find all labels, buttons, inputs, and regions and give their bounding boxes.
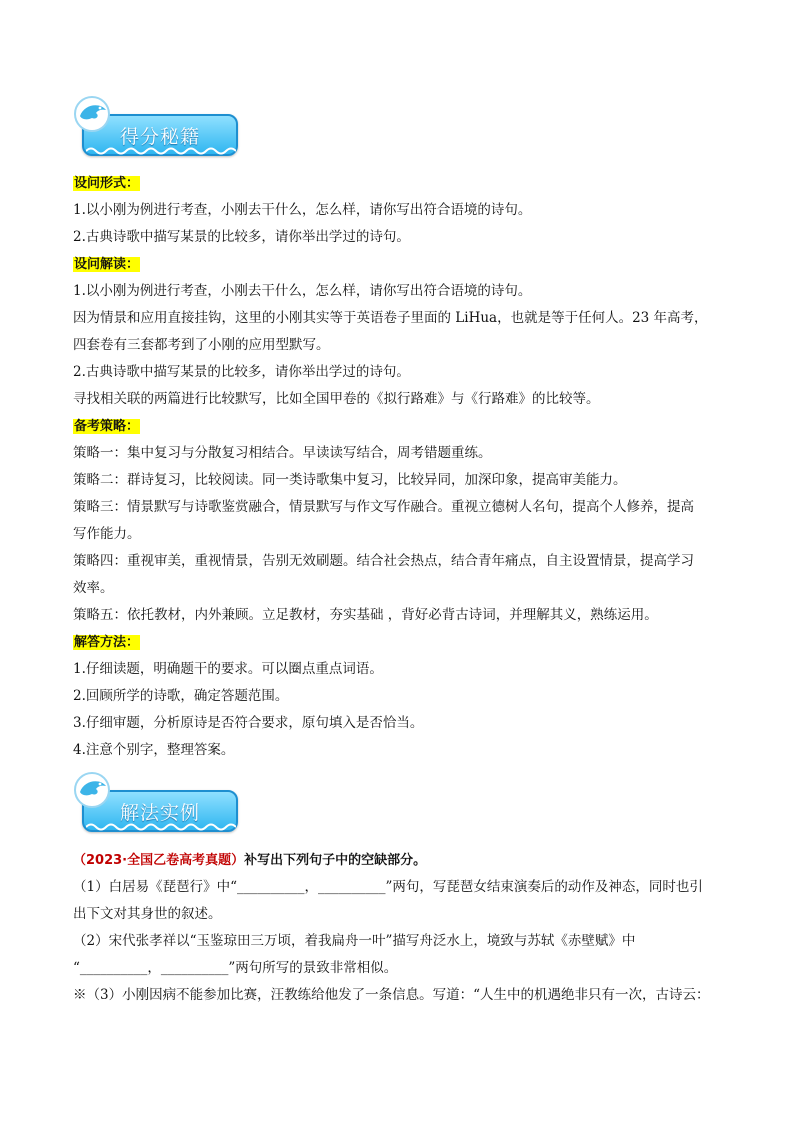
question-instruction: 补写出下列句子中的空缺部分。 [244, 853, 427, 868]
paragraph: 2.古典诗歌中描写某景的比较多，请你举出学过的诗句。 [73, 364, 410, 380]
heading-question-interpretation: 设问解读： [74, 257, 140, 272]
strategy-item: 策略四：重视审美，重视情景，告别无效刷题。结合社会热点，结合青年痛点，自主设置情景，提高学习 [73, 553, 694, 569]
heading-answer-method: 解答方法： [74, 635, 140, 650]
wave-decoration-icon [86, 146, 236, 156]
section-title: 解法实例 [120, 802, 201, 824]
method-item: 1.仔细读题，明确题干的要求。可以圈点重点词语。 [73, 661, 383, 677]
strategy-item: 写作能力。 [73, 526, 141, 542]
question-item: （2）宋代张孝祥以“玉鉴琼田三万顷，着我扁舟一叶”描写舟泛水上，境致与苏轼《赤壁赋》中 [73, 933, 636, 949]
paragraph: 2.古典诗歌中描写某景的比较多，请你举出学过的诗句。 [73, 229, 410, 245]
dolphin-icon [72, 770, 116, 810]
method-item: 2.回顾所学的诗歌，确定答题范围。 [73, 688, 289, 704]
strategy-item: 效率。 [73, 580, 114, 596]
heading-preparation-strategy: 备考策略： [74, 419, 140, 434]
wave-decoration-icon [86, 822, 236, 832]
section-scoring-tips [73, 170, 733, 764]
section-banner-scoring-tips [76, 104, 246, 160]
heading-question-form: 设问形式： [74, 176, 140, 191]
strategy-item: 策略三：情景默写与诗歌鉴赏融合，情景默写与作文写作融合。重视立德树人名句，提高个人修养，提高 [73, 499, 694, 515]
paragraph: 因为情景和应用直接挂钩，这里的小刚其实等于英语卷子里面的 LiHua，也就是等于任何人。23 年高考， [73, 310, 708, 326]
paragraph: 1.以小刚为例进行考查，小刚去干什么，怎么样，请你写出符合语境的诗句。 [73, 202, 532, 218]
dolphin-icon [72, 94, 116, 134]
question-item: 出下文对其身世的叙述。 [73, 906, 222, 922]
paragraph: 1.以小刚为例进行考查，小刚去干什么，怎么样，请你写出符合语境的诗句。 [73, 283, 532, 299]
strategy-item: 策略二：群诗复习，比较阅读。同一类诗歌集中复习，比较异同，加深印象，提高审美能力。 [73, 472, 627, 488]
strategy-item: 策略五：依托教材，内外兼顾。立足教材，夯实基础 ，背好必背古诗词，并理解其义，熟练运用。 [73, 607, 658, 623]
paragraph: 寻找相关联的两篇进行比较默写，比如全国甲卷的《拟行路难》与《行路难》的比较等。 [73, 391, 600, 407]
method-item: 4.注意个别字，整理答案。 [73, 742, 235, 758]
section-title: 得分秘籍 [120, 126, 201, 148]
strategy-item: 策略一：集中复习与分散复习相结合。早读读写结合，周考错题重练。 [73, 445, 492, 461]
section-banner-solution-examples [76, 780, 246, 836]
question-item: “__________，__________”两句所写的景致非常相似。 [73, 960, 398, 976]
paragraph: 四套卷有三套都考到了小刚的应用型默写。 [73, 337, 330, 353]
section-solution-examples [73, 847, 733, 1009]
question-source: （2023·全国乙卷高考真题） [73, 853, 245, 868]
method-item: 3.仔细审题，分析原诗是否符合要求，原句填入是否恰当。 [73, 715, 424, 731]
question-item: ※（3）小刚因病不能参加比赛，汪教练给他发了一条信息。写道：“人生中的机遇绝非只有一次，古诗云： [73, 987, 710, 1003]
question-item: （1）白居易《琵琶行》中“__________，__________”两句，写琵琶女结束演奏后的动作及神态，同时也引 [73, 879, 703, 895]
